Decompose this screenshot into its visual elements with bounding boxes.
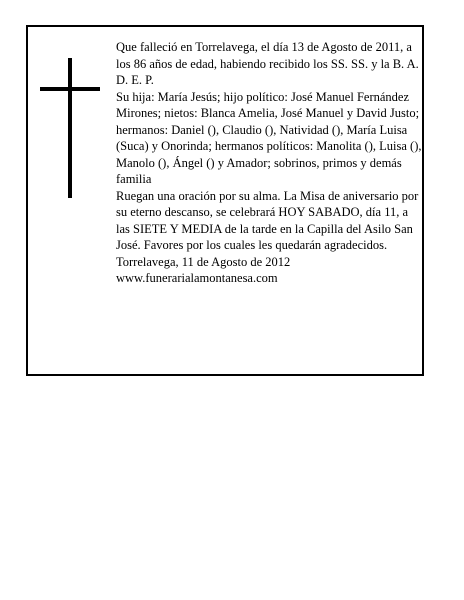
website-line: www.funerarialamontanesa.com (116, 271, 278, 285)
mass-announcement: Ruegan una oración por su alma. La Misa de aniversario por su eterno descanso, se celebrará HOY SABADO, día 11, a las SIETE Y MEDIA de la tarde en la Capilla del Asilo San José. Favores por los cuales les quedarán agradecidos. (116, 188, 419, 252)
place-date-line: Torrelavega, 11 de Agosto de 2012 (116, 254, 291, 269)
obituary-notice (26, 25, 424, 376)
cross-vertical-bar (68, 58, 72, 198)
family-list: Su hija: María Jesús; hijo político: José Manuel Fernández Mirones; nietos: Blanca Amelia, José Manuel y David Justo; hermanos: Daniel (), Claudio (), Natividad (), María Luisa (Suca) y Onorinda; hermanos políticos: Manolita (), Luisa (), Manolo (), Ángel () y Amador; sobrinos, primos y demás familia (116, 89, 422, 186)
cross-icon (40, 58, 100, 198)
death-statement: Que falleció en Torrelavega, el día 13 de Agosto de 2011, a los 86 años de edad, habiendo recibido los SS. SS. y la B. A. (116, 40, 419, 71)
cross-horizontal-bar (40, 87, 100, 91)
notice-text (116, 39, 422, 287)
rip-line: D. E. P. (116, 73, 154, 87)
